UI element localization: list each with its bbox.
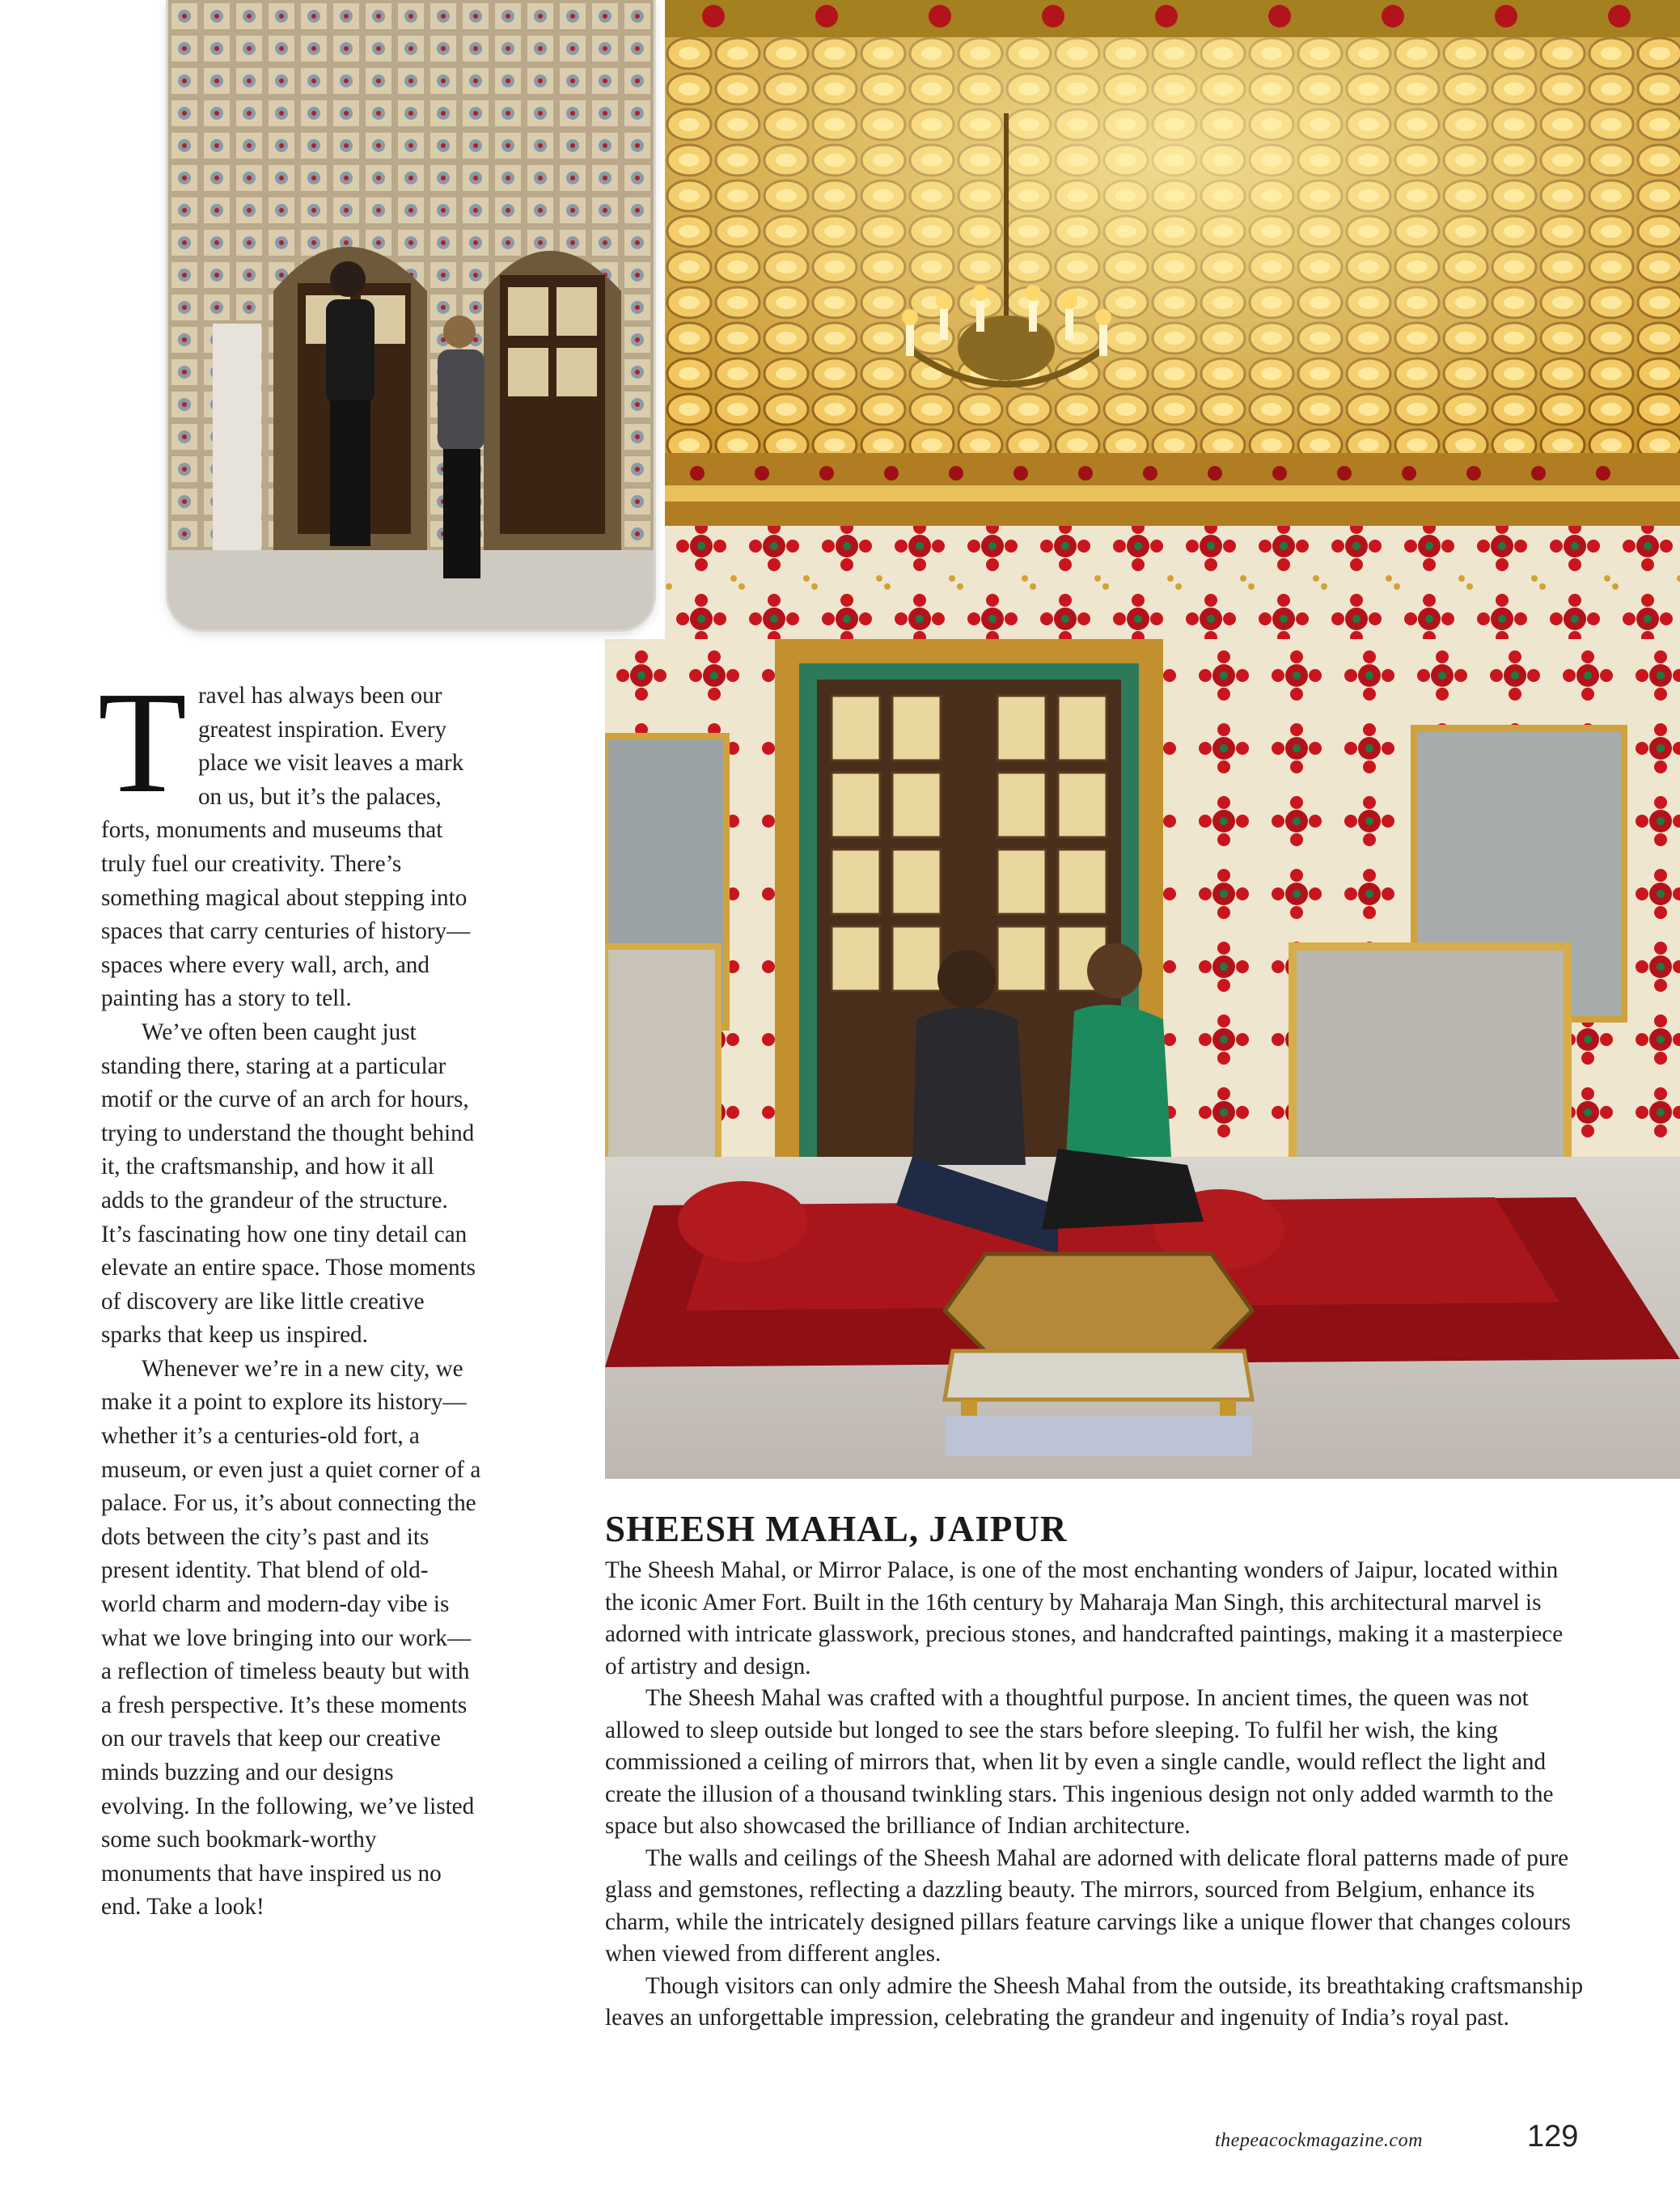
main-photo — [605, 639, 1680, 1479]
section-title: SHEESH MAHAL, JAIPUR — [605, 1509, 1068, 1549]
footer-website: thepeacockmagazine.com — [1215, 2130, 1423, 2151]
section-body — [605, 1555, 1584, 2035]
top-photo — [168, 0, 654, 629]
main-photo-top — [665, 0, 1680, 647]
intro-paragraph-2: We’ve often been caught just standing there, staring at a particular motif or the curve of an arch for hours, trying to understand the thought behind it, the craftsmanship, and how it all adds to the grandeur of the structure. It’s fascinating how one tiny detail can elevate an entire space. Those moments of discovery are like little creative sparks that keep us inspired. — [101, 1019, 476, 1349]
intro-paragraph-3: Whenever we’re in a new city, we make it a point to explore its history—whether it’s a centuries-old fort, a museum, or even just a quiet corner of a palace. For us, it’s about connecting the dots between the city’s past and its present identity. That blend of old-world charm and modern-day vibe is what we love bringing into our work—a reflection of timeless beauty but with a fresh perspective. It’s these moments on our travels that keep our creative minds buzzing and our designs evolving. In the following, we’ve listed some such bookmark-worthy monuments that have inspired us no end. Take a look! — [101, 1355, 481, 1921]
drop-cap: T — [98, 662, 187, 823]
section-paragraph-2: The Sheesh Mahal was crafted with a thoughtful purpose. In ancient times, the queen was not allowed to sleep outside but longed to see the stars before sleeping. To fulfil her wish, the king commissioned a ceiling of mirrors that, when lit by even a single candle, would reflect the light and create the illusion of a thousand twinkling stars. This ingenious design not only added warmth to the space but also showcased the brilliance of Indian architecture. — [605, 1685, 1554, 1839]
section-paragraph-1: The Sheesh Mahal, or Mirror Palace, is one of the most enchanting wonders of Jaipur, located within the iconic Amer Fort. Built in the 16th century by Maharaja Man Singh, this architectural marvel is adorned with intricate glasswork, precious stones, and handcrafted paintings, making it a masterpiece of artistry and design. — [605, 1557, 1564, 1679]
intro-column — [98, 662, 481, 1925]
intro-paragraph-1: Travel has always been our greatest inspiration. Every place we visit leaves a mark on us, but it’s the palaces, forts, monuments and museums that truly fuel our creativity. There’s something magical about stepping into spaces that carry centuries of history—spaces where every wall, arch, and painting has a story to tell. — [98, 662, 471, 1012]
section-paragraph-4: Though visitors can only admire the Sheesh Mahal from the outside, its breathtaking craftsmanship leaves an unforgettable impression, celebrating the grandeur and ingenuity of India’s royal past. — [605, 1972, 1584, 2031]
page-number: 129 — [1527, 2120, 1579, 2154]
section-paragraph-3: The walls and ceilings of the Sheesh Mahal are adorned with delicate floral patterns made of pure glass and gemstones, reflecting a dazzling beauty. The mirrors, sourced from Belgium, enhance its charm, while the intricately designed pillars feature carvings like a unique flower that changes colours when viewed from different angles. — [605, 1844, 1571, 1967]
